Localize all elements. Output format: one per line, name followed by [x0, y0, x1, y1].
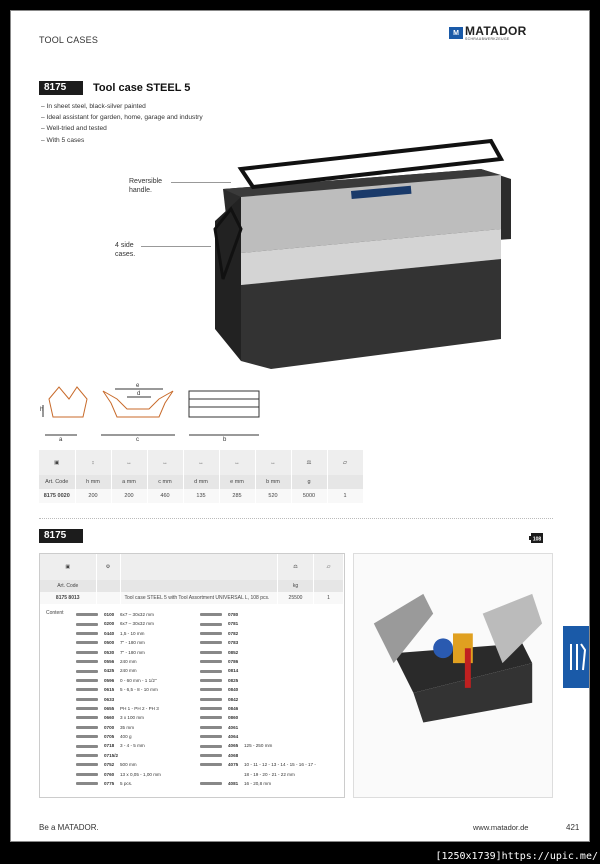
logo-mark-icon: M — [449, 27, 463, 39]
item-number: 0842 — [228, 696, 239, 702]
item-number: 4075 — [228, 762, 239, 768]
list-item — [76, 770, 161, 779]
list-item — [76, 704, 161, 713]
footer-slogan: Be a MATADOR. — [39, 823, 99, 832]
product-title: Tool case STEEL 5 — [93, 82, 191, 94]
item-number: 4061 — [228, 724, 239, 730]
tool-icon — [200, 679, 222, 682]
item-number: 0752 — [104, 762, 115, 768]
table-cell: 1 — [327, 489, 363, 503]
list-item — [76, 648, 161, 657]
list-item — [76, 685, 161, 694]
table-cell: 520 — [255, 489, 291, 503]
item-number: 0705 — [104, 734, 115, 740]
tool-icon — [200, 623, 222, 626]
list-item — [200, 751, 316, 760]
item-number: 0715/2 — [104, 752, 119, 758]
item-number: 0615 — [104, 687, 115, 693]
content-column-1 — [76, 610, 161, 788]
tool-icon — [200, 660, 222, 663]
item-desc: 16 - 20,8 mm — [244, 781, 272, 787]
tools-icon — [567, 642, 587, 672]
item-number: 0100 — [104, 612, 115, 617]
scale-icon: ⚖ — [278, 554, 314, 580]
tool-icon — [200, 641, 222, 644]
list-item — [76, 619, 161, 628]
list-item — [76, 741, 161, 750]
list-item — [200, 732, 316, 741]
package-icon: ▱ — [314, 554, 344, 580]
table-cell: Tool case STEEL 5 with Tool Assortment UNIVERSAL L, 108 pcs. — [120, 592, 278, 604]
col-header: c mm — [147, 475, 183, 489]
feature-list — [41, 101, 203, 146]
feature-item: – With 5 cases — [41, 135, 203, 146]
table-cell: 285 — [219, 489, 255, 503]
logo-subtitle: SCHRAUBWERKZEUGE — [465, 37, 510, 41]
item-number: 0556 — [104, 658, 115, 664]
tool-icon — [200, 698, 222, 701]
dim-a: a — [59, 437, 63, 443]
item-number: 0782 — [228, 630, 239, 636]
set-code: 8175 — [39, 529, 83, 543]
item-number: 0846 — [228, 705, 239, 711]
list-item — [200, 713, 316, 722]
item-number: 4081 — [228, 781, 239, 787]
item-desc: 10 - 11 - 12 - 13 - 14 - 15 - 16 - 17 - — [244, 762, 316, 768]
tool-icon — [76, 660, 98, 663]
tool-icon — [200, 735, 222, 738]
catalog-page — [10, 10, 590, 842]
tool-icon — [200, 716, 222, 719]
list-item — [200, 704, 316, 713]
list-item — [200, 741, 316, 750]
tool-icon — [76, 613, 98, 616]
tool-icon — [76, 754, 98, 757]
tool-icon — [200, 763, 222, 766]
item-desc: 7" - 180 mm — [120, 640, 145, 646]
feature-item: – In sheet steel, black-silver painted — [41, 101, 203, 112]
list-item — [76, 732, 161, 741]
width-a-icon: ↔ — [111, 450, 147, 475]
col-header — [120, 580, 278, 592]
table-cell: 25500 — [278, 592, 314, 604]
item-number: 0860 — [228, 715, 239, 721]
item-desc: 13 x 0,05 - 1,00 mm — [120, 771, 161, 777]
matador-logo — [449, 25, 527, 41]
item-number: 0781 — [228, 621, 239, 627]
height-icon: ↕ — [75, 450, 111, 475]
item-desc: 3 - 4 - 5 mm — [120, 743, 145, 749]
item-number: 0814 — [228, 668, 239, 674]
section-title: TOOL CASES — [39, 35, 99, 45]
list-item — [200, 760, 316, 769]
item-number: 0780 — [228, 612, 239, 617]
item-number: 0200 — [104, 621, 115, 627]
dim-d: d — [137, 391, 141, 397]
list-item — [76, 723, 161, 732]
item-number: 0596 — [104, 677, 115, 683]
col-header: Art. Code — [39, 475, 75, 489]
item-desc: 125 - 250 mm — [244, 743, 273, 749]
col-header — [96, 580, 120, 592]
tool-icon — [200, 670, 222, 673]
tool-icon — [76, 735, 98, 738]
list-item — [200, 619, 316, 628]
list-item — [200, 648, 316, 657]
item-number: 0700 — [104, 724, 115, 730]
callout-cases: 4 side cases. — [115, 242, 136, 258]
item-number: 4065 — [228, 743, 239, 749]
footer-url[interactable]: www.matador.de — [473, 823, 529, 832]
item-desc: PH 1 - PH 2 - PH 3 — [120, 705, 159, 711]
product-code: 8175 — [39, 81, 83, 95]
list-item — [200, 723, 316, 732]
list-item — [76, 779, 161, 788]
item-desc: 400 g — [120, 734, 132, 740]
dim-e: e — [136, 383, 140, 389]
tool-icon — [200, 782, 222, 785]
item-desc: 5 - 6,5 - 8 - 10 mm — [120, 687, 158, 693]
list-item — [200, 629, 316, 638]
item-number: 0660 — [104, 715, 115, 721]
tool-icon — [200, 754, 222, 757]
tool-icon — [76, 773, 98, 776]
item-desc: 0 - 60 mm - 1 1/2" — [120, 677, 157, 683]
item-desc: 5 pcs. — [120, 781, 133, 787]
open-case-photo — [353, 553, 553, 798]
tool-icon — [76, 716, 98, 719]
set-panel — [39, 553, 345, 798]
col-header — [314, 580, 344, 592]
callout-handle: Reversible handle. — [129, 178, 163, 194]
col-header: e mm — [219, 475, 255, 489]
list-item — [200, 638, 316, 647]
list-item — [76, 666, 161, 675]
col-header: d mm — [183, 475, 219, 489]
set-table — [40, 554, 344, 604]
item-desc: 7" - 180 mm — [120, 649, 145, 655]
col-header: h mm — [75, 475, 111, 489]
item-number: 0633 — [104, 696, 115, 702]
list-item — [76, 751, 161, 760]
list-item — [200, 657, 316, 666]
dim-h: h — [40, 407, 44, 413]
table-cell: 460 — [147, 489, 183, 503]
item-number: 0852 — [228, 649, 239, 655]
tool-icon — [76, 707, 98, 710]
section-divider — [39, 518, 553, 519]
item-desc: 6x7 – 30x32 mm — [120, 612, 154, 617]
content-column-2 — [200, 610, 316, 788]
tool-icon — [200, 745, 222, 748]
spacer — [120, 554, 278, 580]
logo-name: MATADOR — [465, 24, 527, 38]
col-header: b mm — [255, 475, 291, 489]
tools-category-tab[interactable] — [563, 626, 590, 688]
list-item — [76, 695, 161, 704]
item-desc: 240 mm — [120, 658, 137, 664]
item-number: 0655 — [104, 705, 115, 711]
set-icon: ⚙ — [96, 554, 120, 580]
item-number: 0783 — [228, 640, 239, 646]
table-cell: 1 — [314, 592, 344, 604]
item-number: 0840 — [228, 687, 239, 693]
product-heading — [39, 81, 190, 95]
tool-icon — [76, 698, 98, 701]
package-icon: ▱ — [327, 450, 363, 475]
list-item — [76, 629, 161, 638]
item-desc: 240 mm — [120, 668, 137, 674]
tool-icon — [76, 726, 98, 729]
list-item — [200, 666, 316, 675]
pieces-badge-icon — [529, 531, 545, 545]
content-label: Content — [46, 610, 64, 616]
tool-icon — [200, 688, 222, 691]
col-header: kg — [278, 580, 314, 592]
item-number: 0825 — [228, 677, 239, 683]
list-item — [76, 676, 161, 685]
list-item — [76, 657, 161, 666]
case-icon: ▣ — [39, 450, 75, 475]
tool-icon — [200, 632, 222, 635]
item-desc: 1,5 - 10 mm — [120, 630, 145, 636]
col-header: g — [291, 475, 327, 489]
tool-icon — [76, 782, 98, 785]
table-cell: 5000 — [291, 489, 327, 503]
tool-icon — [76, 651, 98, 654]
col-header — [327, 475, 363, 489]
item-number: 0718 — [104, 743, 115, 749]
tool-icon — [76, 679, 98, 682]
image-credit: [1250x1739]https://upic.me/ — [435, 851, 598, 862]
list-item — [200, 695, 316, 704]
case-icon: ▣ — [40, 554, 96, 580]
table-cell: 8175 0020 — [39, 489, 75, 503]
width-c-icon: ↔ — [147, 450, 183, 475]
item-number: 0500 — [104, 640, 115, 646]
table-cell: 200 — [75, 489, 111, 503]
table-cell — [96, 592, 120, 604]
col-header: a mm — [111, 475, 147, 489]
feature-item: – Ideal assistant for garden, home, garage and industry — [41, 112, 203, 123]
table-cell: 8175 8013 — [40, 592, 96, 604]
list-item — [200, 610, 316, 619]
item-desc: 35 mm — [120, 724, 135, 730]
item-number: 0530 — [104, 649, 115, 655]
tool-case-image — [201, 129, 531, 377]
item-number: 0786 — [228, 658, 239, 664]
list-item — [200, 770, 316, 779]
tool-icon — [76, 745, 98, 748]
feature-item: – Well-tried and tested — [41, 123, 203, 134]
page-number: 421 — [566, 823, 580, 832]
item-number: 4064 — [228, 734, 239, 740]
list-item — [200, 676, 316, 685]
tool-icon — [200, 707, 222, 710]
dim-b: b — [223, 437, 227, 443]
item-number: 4068 — [228, 752, 239, 758]
item-number: 0760 — [104, 771, 115, 777]
list-item — [200, 779, 316, 788]
dim-c: c — [136, 437, 139, 443]
tool-icon — [76, 688, 98, 691]
item-number: 0440 — [104, 630, 115, 636]
tool-icon — [200, 613, 222, 616]
list-item — [76, 638, 161, 647]
item-desc: 18 - 19 - 20 - 21 - 22 mm — [244, 771, 295, 777]
width-b-icon: ↔ — [255, 450, 291, 475]
tool-icon — [76, 623, 98, 626]
item-number: 0775 — [104, 781, 115, 787]
scale-icon: ⚖ — [291, 450, 327, 475]
item-number: 0425 — [104, 668, 115, 674]
width-e-icon: ↔ — [219, 450, 255, 475]
pieces-count: 108 — [532, 536, 542, 543]
dimension-drawings — [39, 381, 265, 443]
list-item — [76, 610, 161, 619]
item-desc: 500 mm — [120, 762, 137, 768]
list-item — [76, 760, 161, 769]
tool-icon — [76, 763, 98, 766]
tool-icon — [76, 670, 98, 673]
width-d-icon: ↔ — [183, 450, 219, 475]
col-header: Art. Code — [40, 580, 96, 592]
list-item — [76, 713, 161, 722]
item-desc: 6x7 – 30x32 mm — [120, 621, 154, 627]
spec-table — [39, 450, 364, 503]
table-cell: 200 — [111, 489, 147, 503]
tool-icon — [200, 651, 222, 654]
table-cell: 135 — [183, 489, 219, 503]
tool-icon — [76, 641, 98, 644]
tool-icon — [76, 632, 98, 635]
item-desc: 3 x 100 mm — [120, 715, 144, 721]
list-item — [200, 685, 316, 694]
tool-icon — [200, 726, 222, 729]
